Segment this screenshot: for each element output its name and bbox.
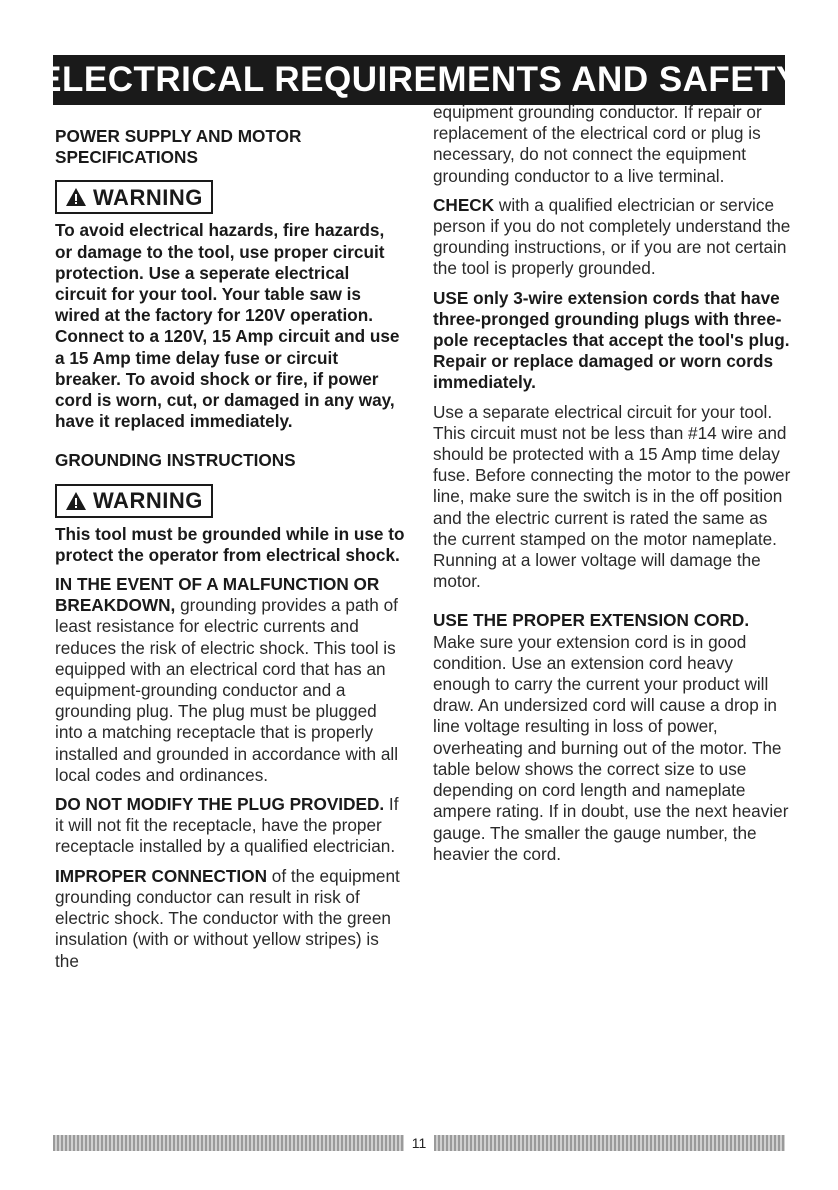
warning-triangle-icon [65, 491, 87, 511]
improper-text: of the equipment grounding conductor can result in risk of electric shock. The conductor with the green insulation (with or without yellow stripes) is the [55, 865, 400, 971]
warning-paragraph: To avoid electrical hazards, fire hazards, or damage to the tool, use proper circuit protection. Use a seperate electrical circuit for your tool. Your table saw is wired at the factory for 120V operation. Connect to a 120V, 15 Amp circuit and use a 15 Amp time delay fuse or circuit breaker. To avoid shock or fire, if power cord is worn, cut, or damaged in any way, have it replaced immediately. [55, 220, 400, 432]
extension-text: Make sure your extension cord is in good condition. Use an extension cord heavy enough to carry the current your product will draw. An undersized cord will cause a drop in line voltage resulting in loss of power, overheating and burning out of the motor. The table below shows the correct size to use depending on cord length and nameplate ampere rating. If in doubt, use the next heavier gauge. The smaller the gauge number, the heavier the cord. [433, 631, 789, 864]
modify-lead: DO NOT MODIFY THE PLUG PROVIDED. [55, 794, 385, 815]
continued-paragraph: equipment grounding conductor. If repair or replacement of the electrical cord or plug is necessary, do not connect the equipment grounding conductor to a live terminal. [433, 102, 762, 186]
grounding-heading: GROUNDING INSTRUCTIONS [55, 450, 296, 471]
warning-text: WARNING [93, 184, 203, 210]
malfunction-paragraph [55, 574, 405, 786]
malfunction-text: grounding provides a path of least resistance for electric currents and reduces the risk of electric shock. This tool is equipped with an electrical cord that has an equipment-grounding conductor and a grounding plug. The plug must be plugged into a matching receptacle that is properly installed and grounded in accordance with all local codes and ordinances. [55, 595, 399, 785]
improper-lead: IMPROPER CONNECTION [55, 865, 267, 886]
check-paragraph [433, 195, 795, 280]
page-footer [53, 1134, 785, 1152]
footer-bar-right [434, 1135, 785, 1151]
title-banner [38, 55, 800, 105]
left-column [55, 126, 405, 980]
right-column [433, 102, 795, 873]
warning-paragraph: This tool must be grounded while in use to protect the operator from electrical shock. [55, 523, 405, 565]
modify-text: If it will not fit the receptacle, have the proper receptacle installed by a qualified electrician. [55, 794, 399, 857]
warning-text: WARNING [93, 488, 203, 514]
check-lead: CHECK [433, 194, 495, 215]
improper-connection-paragraph [55, 866, 405, 972]
page-title: ELECTRICAL REQUIREMENTS AND SAFETY [38, 60, 800, 99]
malfunction-lead: IN THE EVENT OF A MALFUNCTION OR BREAKDOWN, [55, 574, 380, 616]
proper-extension-paragraph [433, 610, 795, 864]
extension-cords-paragraph: USE only 3-wire extension cords that have three-pronged grounding plugs with three-pole receptacles that accept the tool's plug. Repair or replace damaged or worn cords immediately. [433, 287, 790, 393]
check-text: with a qualified electrician or service person if you do not completely understand the grounding instructions, or if you are not certain the tool is properly grounded. [433, 194, 791, 279]
warning-triangle-icon [65, 187, 87, 207]
warning-label [55, 484, 213, 518]
modify-plug-paragraph [55, 794, 405, 858]
page-number: 11 [411, 1135, 427, 1151]
extension-lead: USE THE PROPER EXTENSION CORD. [433, 610, 750, 631]
power-supply-heading: POWER SUPPLY AND MOTOR SPECIFICATIONS [55, 126, 302, 168]
footer-bar-left [53, 1135, 404, 1151]
separate-circuit-paragraph: Use a separate electrical circuit for your tool. This circuit must not be less than #14 wire and should be protected with a 15 Amp time delay fuse. Before connecting the motor to the power line, make sure the switch is in the off position and the electric current is rated the same as the current stamped on the motor nameplate. Running at a lower voltage will damage the motor. [433, 401, 791, 592]
warning-label [55, 180, 213, 214]
